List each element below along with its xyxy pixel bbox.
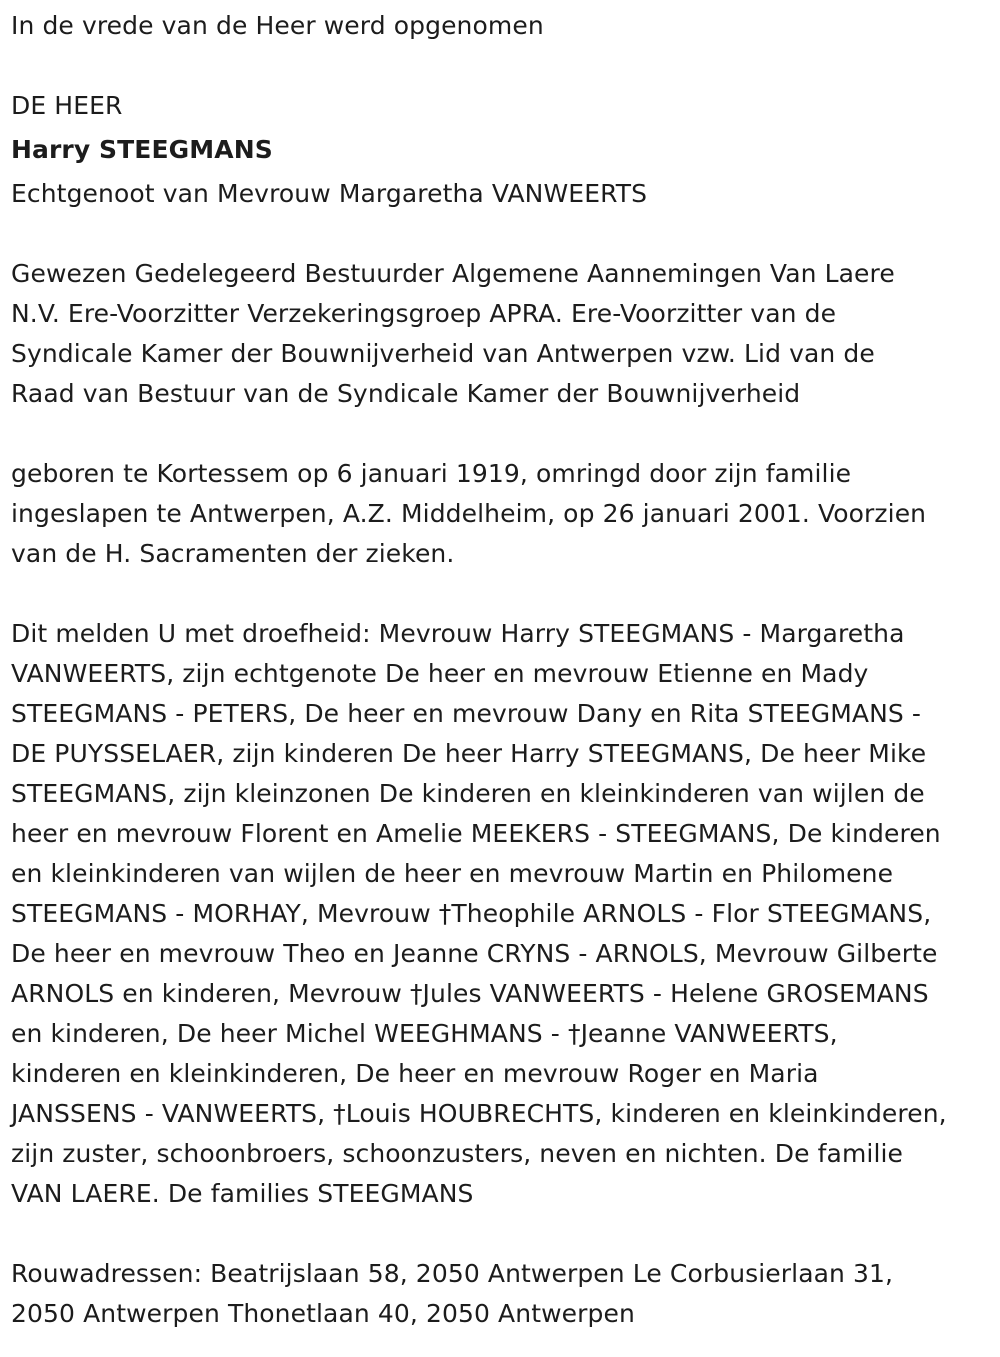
spacer (11, 414, 996, 454)
spouse-line: Echtgenoot van Mevrouw Margaretha VANWEERTS (11, 179, 648, 208)
spacer (11, 46, 996, 86)
salutation: DE HEER (11, 91, 123, 120)
life-paragraph (11, 454, 996, 574)
family-line: Dit melden U met droefheid: Mevrouw Harry STEEGMANS - Margaretha (11, 619, 905, 648)
addresses-paragraph (11, 1254, 996, 1334)
family-line: STEEGMANS - MORHAY, Mevrouw †Theophile ARNOLS - Flor STEEGMANS, (11, 899, 932, 928)
career-line: Raad van Bestuur van de Syndicale Kamer der Bouwnijverheid (11, 379, 801, 408)
family-line: VANWEERTS, zijn echtgenote De heer en mevrouw Etienne en Mady (11, 659, 869, 688)
address-line: Rouwadressen: Beatrijslaan 58, 2050 Antwerpen Le Corbusierlaan 31, (11, 1259, 894, 1288)
family-line: VAN LAERE. De families STEEGMANS (11, 1179, 474, 1208)
intro-line: In de vrede van de Heer werd opgenomen (11, 11, 544, 40)
family-line: DE PUYSSELAER, zijn kinderen De heer Harry STEEGMANS, De heer Mike (11, 739, 927, 768)
deceased-name: Harry STEEGMANS (11, 135, 273, 164)
family-line: De heer en mevrouw Theo en Jeanne CRYNS - ARNOLS, Mevrouw Gilberte (11, 939, 938, 968)
spacer (11, 574, 996, 614)
career-line: N.V. Ere-Voorzitter Verzekeringsgroep APRA. Ere-Voorzitter van de (11, 299, 837, 328)
spacer (11, 214, 996, 254)
family-line: JANSSENS - VANWEERTS, †Louis HOUBRECHTS, kinderen en kleinkinderen, (11, 1099, 947, 1128)
career-paragraph (11, 254, 996, 414)
career-line: Syndicale Kamer der Bouwnijverheid van Antwerpen vzw. Lid van de (11, 339, 875, 368)
career-line: Gewezen Gedelegeerd Bestuurder Algemene Aannemingen Van Laere (11, 259, 895, 288)
family-line: heer en mevrouw Florent en Amelie MEEKERS - STEEGMANS, De kinderen (11, 819, 941, 848)
family-paragraph (11, 614, 996, 1214)
address-line: 2050 Antwerpen Thonetlaan 40, 2050 Antwerpen (11, 1299, 635, 1328)
life-line: van de H. Sacramenten der zieken. (11, 539, 455, 568)
family-line: en kinderen, De heer Michel WEEGHMANS - †Jeanne VANWEERTS, (11, 1019, 838, 1048)
family-line: en kleinkinderen van wijlen de heer en mevrouw Martin en Philomene (11, 859, 894, 888)
life-line: ingeslapen te Antwerpen, A.Z. Middelheim, op 26 januari 2001. Voorzien (11, 499, 927, 528)
spacer (11, 1214, 996, 1254)
life-line: geboren te Kortessem op 6 januari 1919, omringd door zijn familie (11, 459, 852, 488)
family-line: STEEGMANS - PETERS, De heer en mevrouw Dany en Rita STEEGMANS - (11, 699, 922, 728)
family-line: ARNOLS en kinderen, Mevrouw †Jules VANWEERTS - Helene GROSEMANS (11, 979, 929, 1008)
family-line: kinderen en kleinkinderen, De heer en mevrouw Roger en Maria (11, 1059, 819, 1088)
family-line: zijn zuster, schoonbroers, schoonzusters, neven en nichten. De familie (11, 1139, 904, 1168)
obituary-document (11, 6, 996, 1334)
family-line: STEEGMANS, zijn kleinzonen De kinderen en kleinkinderen van wijlen de (11, 779, 925, 808)
